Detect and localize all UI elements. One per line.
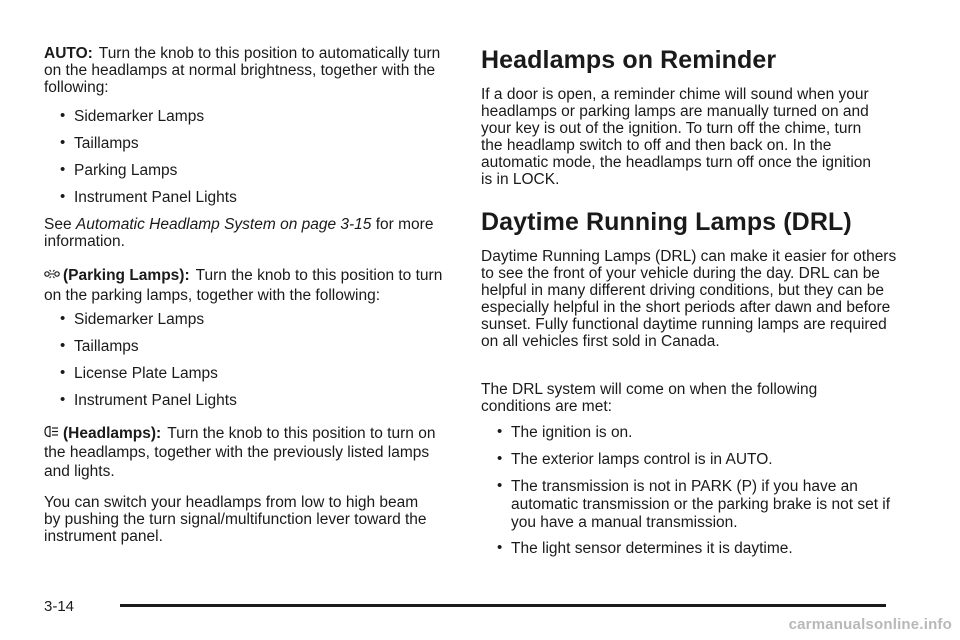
- bullet: •: [60, 134, 66, 151]
- list-item: • Taillamps: [60, 337, 139, 355]
- bullet: •: [497, 477, 503, 494]
- see-reference: [44, 216, 444, 250]
- footer-divider: [120, 604, 886, 607]
- headlamps-label: (Headlamps):: [63, 425, 162, 442]
- headlamps-text: Turn the knob to this position to turn on the headlamps, together with the previously listed lamps and lights.: [44, 425, 436, 480]
- switch-paragraph: You can switch your headlamps from low to high beam by pushing the turn signal/multifunction lever toward the instrument panel.: [44, 494, 427, 545]
- list-item: • The light sensor determines it is daytime.: [497, 539, 793, 557]
- headlamp-icon: [44, 424, 60, 443]
- list-item: • The transmission is not in PARK (P) if you have an automatic transmission or the parking brake is not set if you have a manual transmission.: [497, 477, 891, 531]
- parking-lamp-icon: [44, 266, 60, 286]
- list-item: • Instrument Panel Lights: [60, 188, 237, 206]
- list-item: • Parking Lamps: [60, 161, 178, 179]
- bullet: •: [60, 391, 66, 408]
- auto-paragraph: [44, 45, 444, 96]
- drl-conditions-intro: The DRL system will come on when the following conditions are met:: [481, 381, 818, 415]
- list-item: • The ignition is on.: [497, 423, 633, 441]
- bullet: •: [60, 310, 66, 327]
- drl-paragraph: Daytime Running Lamps (DRL) can make it easier for others to see the front of your vehicle during the day. DRL can be helpful in many different driving conditions, but they can be especially helpful in the short periods after dawn and before sunset. Fully functional daytime running lamps are required on all vehicles first sold in Canada.: [481, 248, 897, 350]
- bullet: •: [497, 450, 503, 467]
- list-item: • The exterior lamps control is in AUTO.: [497, 450, 773, 468]
- see-prefix: See: [44, 216, 72, 233]
- page-number: 3-14: [44, 598, 75, 615]
- auto-label: AUTO:: [44, 45, 93, 62]
- reminder-paragraph: If a door is open, a reminder chime will sound when your headlamps or parking lamps are manually turned on and your key is out of the ignition. To turn off the chime, turn the headlamp switch to off and then back on. In the automatic mode, the headlamps turn off once the ignition is in LOCK.: [481, 86, 872, 188]
- see-suffix: for more information.: [44, 216, 434, 250]
- reminder-heading: Headlamps on Reminder: [481, 46, 777, 74]
- headlamps-paragraph: [44, 424, 444, 481]
- parking-text: Turn the knob to this position to turn on the parking lamps, together with the following:: [44, 267, 443, 304]
- parking-paragraph: [44, 266, 444, 306]
- bullet: •: [60, 161, 66, 178]
- parking-label: (Parking Lamps):: [63, 267, 190, 284]
- list-item: • Sidemarker Lamps: [60, 310, 205, 328]
- drl-heading: Daytime Running Lamps (DRL): [481, 208, 852, 236]
- list-item: • Taillamps: [60, 134, 139, 152]
- bullet: •: [497, 423, 503, 440]
- bullet: •: [60, 188, 66, 205]
- bullet: •: [60, 107, 66, 124]
- list-item: • Sidemarker Lamps: [60, 107, 205, 125]
- list-item: • Instrument Panel Lights: [60, 391, 237, 409]
- bullet: •: [60, 337, 66, 354]
- cross-reference-link[interactable]: Automatic Headlamp System on page 3-15: [75, 216, 372, 233]
- list-item: • License Plate Lamps: [60, 364, 218, 382]
- bullet: •: [497, 539, 503, 556]
- watermark-site: carmanualsonline.info: [788, 616, 952, 633]
- auto-text: Turn the knob to this position to automatically turn on the headlamps at normal brightness, together with the following:: [44, 45, 441, 96]
- bullet: •: [60, 364, 66, 381]
